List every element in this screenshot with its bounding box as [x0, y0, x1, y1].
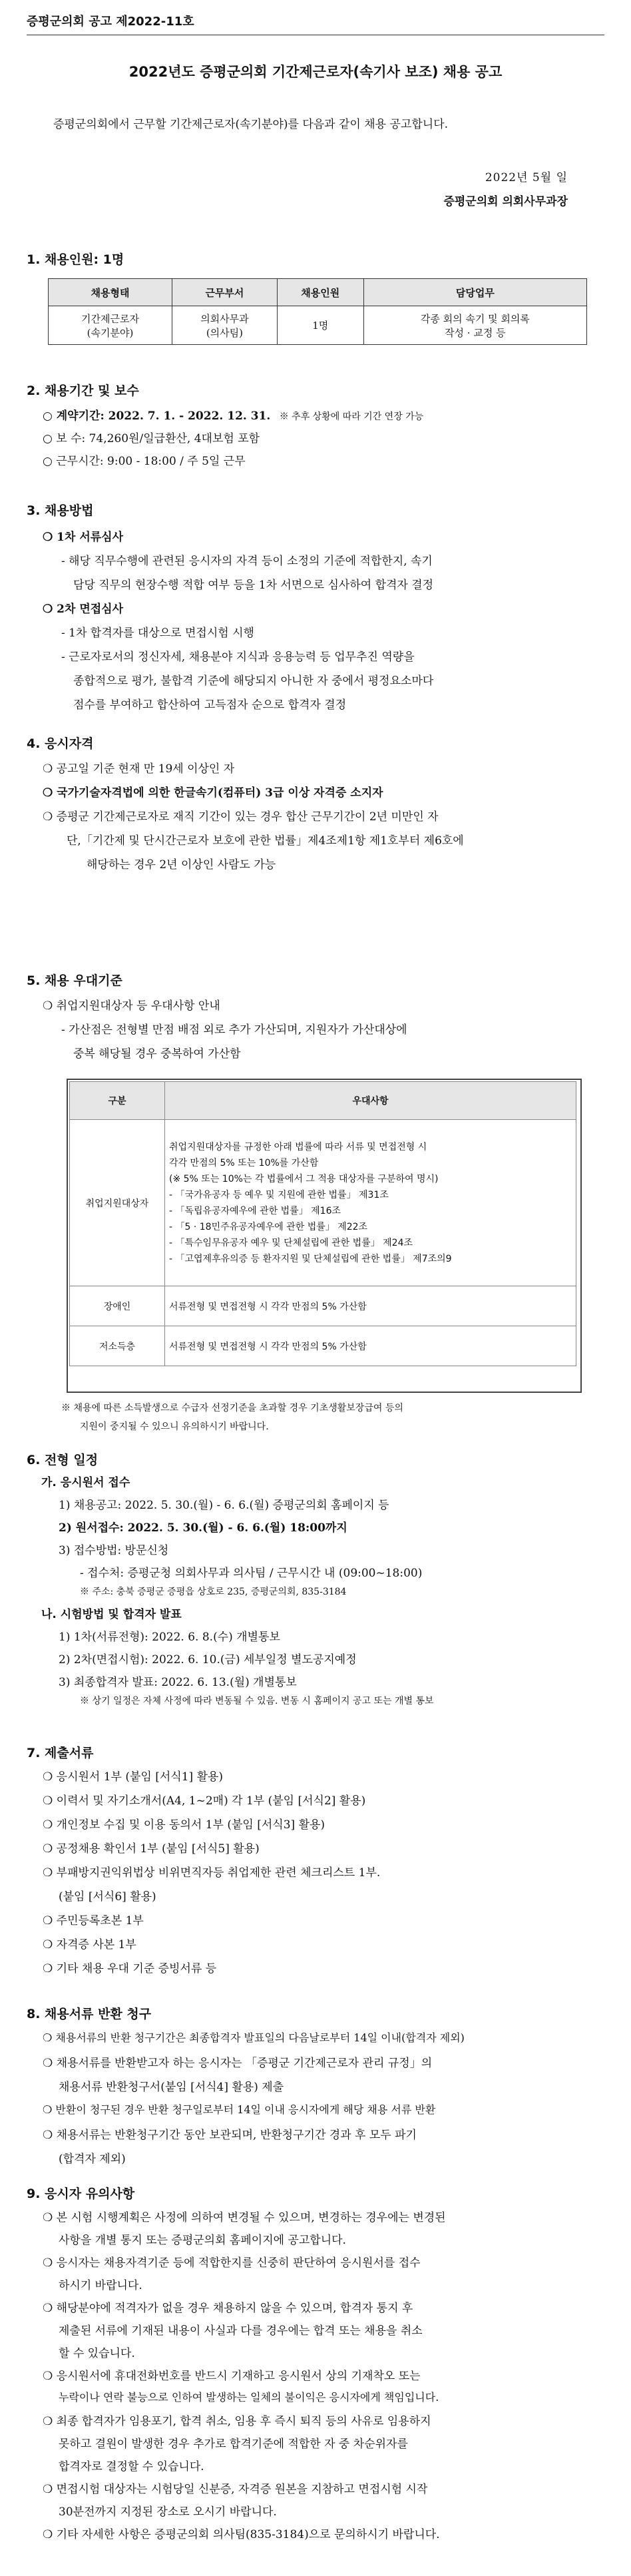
list-item: ❍ 응시원서에 휴대전화번호를 반드시 기재하고 응시원서 상의 기재착오 또는: [43, 2370, 421, 2383]
preference-table: [69, 1081, 576, 1366]
subheading: 가. 응시원서 접수: [41, 1476, 130, 1489]
list-item: ❍ 기타 자세한 사항은 증평군의회 의사팀(835-3184)으로 문의하시기 바랍니다.: [43, 2528, 440, 2541]
section-2-heading: 2. 채용기간 및 보수: [27, 384, 139, 398]
table-cell: 장애인: [70, 1286, 165, 1326]
table-cell: 의회사무과 (의사팀): [172, 306, 277, 345]
section-4-heading: 4. 응시자격: [27, 736, 94, 751]
table-cell: 취업지원대상자: [70, 1120, 165, 1286]
list-item: ❍ 2차 면접심사: [43, 603, 124, 616]
subheading: 나. 시험방법 및 합격자 발표: [41, 1608, 182, 1621]
list-item: ❍ 개인정보 수집 및 이용 동의서 1부 (붙임 [서식3] 활용): [43, 1818, 325, 1832]
table-cell: 기간제근로자 (속기분야): [49, 306, 172, 345]
section-7-heading: 7. 제출서류: [27, 1746, 94, 1760]
header-cell: 채용형태: [49, 279, 172, 306]
list-item: 30분전까지 지정된 장소로 오시기 바랍니다.: [59, 2505, 277, 2519]
list-item: 담당 직무의 현장수행 적합 여부 등을 1차 서면으로 심사하여 합격자 결정: [73, 579, 434, 592]
list-item: - 해당 직무수행에 관련된 응시자의 자격 등이 소정의 기준에 적합한지, 속기: [61, 555, 433, 568]
section-3-heading: 3. 채용방법: [27, 503, 94, 518]
list-item: ❍ 기타 채용 우대 기준 증빙서류 등: [43, 1962, 217, 1975]
list-item: ❍ 1차 서류심사: [43, 531, 124, 544]
list-item: - 접수처: 증평군청 의회사무과 의사팀 / 근무시간 내 (09:00~18:00): [80, 1567, 423, 1580]
list-item: ❍ 본 시험 시행계획은 사정에 의하여 변경될 수 있으며, 변경하는 경우에는 변경된: [43, 2211, 446, 2224]
list-item: - 가산점은 전형별 만점 배점 외로 추가 가산되며, 지원자가 가산대상에: [61, 1023, 407, 1037]
list-item: 단,「기간제 및 단시간근로자 보호에 관한 법률」제4조제1항 제1호부터 제6호에: [67, 834, 464, 848]
list-item: (합격자 제외): [59, 2153, 126, 2166]
table-cell: 각종 회의 속기 및 회의록 작성 · 교정 등: [363, 306, 586, 345]
issuer: 증평군의회 의회사무과장: [443, 195, 568, 208]
section-5-heading: 5. 채용 우대기준: [27, 973, 122, 988]
header-cell: 구분: [70, 1082, 165, 1120]
list-item: ❍ 이력서 및 자기소개서(A4, 1~2매) 각 1부 (붙임 [서식2] 활용): [43, 1794, 366, 1808]
list-item: 점수를 부여하고 합산하여 고득점자 순으로 합격자 결정: [73, 698, 347, 712]
list-item: ❍ 자격증 사본 1부: [43, 1938, 136, 1951]
table-cell: 서류전형 및 면접전형 시 각각 만점의 5% 가산함: [165, 1326, 576, 1366]
list-item: ❍ 증평군 기간제근로자로 재직 기간이 있는 경우 합산 근무기간이 2년 미만인 자: [43, 810, 439, 824]
list-item: 할 수 있습니다.: [59, 2347, 135, 2360]
list-item: ❍ 채용서류의 반환 청구기간은 최종합격자 발표일의 다음날로부터 14일 이내(합격자 제외): [43, 2031, 465, 2044]
announcement-date: 2022년 5월 일: [485, 171, 568, 184]
header-cell: 채용인원: [277, 279, 363, 306]
contract-period: ○ 계약기간: 2022. 7. 1. - 2022. 12. 31. ※ 추후 상황에 따라 기간 연장 가능: [43, 409, 424, 423]
note: ※ 채용에 따른 소득발생으로 수급자 선정기준을 초과할 경우 기초생활보장급여 등의: [61, 1403, 403, 1414]
list-item: ❍ 부패방지권익위법상 비위면직자등 취업제한 관련 체크리스트 1부.: [43, 1866, 381, 1880]
list-item: 3) 최종합격자 발표: 2022. 6. 13.(월) 개별통보: [59, 1676, 297, 1689]
intro-text: 증평군의회에서 근무할 기간제근로자(속기분야)를 다음과 같이 채용 공고합니다.: [53, 118, 449, 131]
list-item: (붙임 [서식6] 활용): [59, 1890, 156, 1904]
table-cell: 취업지원대상자를 규정한 아래 법률에 따라 서류 및 면접전형 시 각각 만점의 5% 또는 10%를 가산함 (※ 5% 또는 10%는 각 법률에서 그 적용 대상자를 구분하여 명시) - 「국가유공자 등 예우 및 지원에 관한 법률」 제31조 - 「독립유공자예우에 관한 법률」 제16조 - 「5 · 18민주유공자예우에 관한 법률」 제22조 - 「특수임무유공자 예우 및 단체설립에 관한 법률」 제24조 - 「고엽제후유의증 등 환자지원 및 단체설립에 관한 법률」 제7조의9: [165, 1120, 576, 1286]
list-item: 채용서류 반환청구서(붙임 [서식4] 활용) 제출: [59, 2081, 284, 2094]
list-item: ❍ 최종 합격자가 임용포기, 합격 취소, 임용 후 즉시 퇴직 등의 사유로 임용하지: [43, 2415, 431, 2428]
list-item: ❍ 해당분야에 적격자가 없을 경우 채용하지 않을 수 있으며, 합격자 통지 후: [43, 2302, 413, 2315]
section-8-heading: 8. 채용서류 반환 청구: [27, 2007, 152, 2021]
section-9-heading: 9. 응시자 유의사항: [27, 2187, 135, 2201]
list-item: ❍ 주민등록초본 1부: [43, 1914, 144, 1928]
list-item: 못하고 결원이 발생한 경우 추가로 합격기준에 적합한 자 중 차순위자를: [59, 2438, 408, 2451]
list-item: 2) 2차(면접시험): 2022. 6. 10.(금) 세부일정 별도공지예정: [59, 1653, 357, 1667]
note: ※ 상기 일정은 자체 사정에 따라 변동될 수 있음. 변동 시 홈페이지 공고 또는 개별 통보: [80, 1696, 434, 1706]
header-cell: 담당업무: [363, 279, 586, 306]
recruitment-table: [48, 278, 587, 345]
section-6-heading: 6. 전형 일정: [27, 1453, 99, 1467]
document-number: 증평군의회 공고 제2022-11호: [27, 15, 194, 29]
list-item: ❍ 채용서류는 반환청구기간 동안 보관되며, 반환청구기간 경과 후 모두 파기: [43, 2129, 417, 2142]
working-hours: ○ 근무시간: 9:00 - 18:00 / 주 5일 근무: [43, 455, 246, 468]
list-item: ❍ 공정채용 확인서 1부 (붙임 [서식5] 활용): [43, 1842, 260, 1856]
page-title: 2022년도 증평군의회 기간제근로자(속기사 보조) 채용 공고: [128, 64, 503, 80]
section-1-heading: 1. 채용인원: 1명: [27, 252, 124, 267]
header-cell: 우대사항: [165, 1082, 576, 1120]
note: 지원이 중지될 수 있으니 유의하시기 바랍니다.: [80, 1421, 269, 1432]
list-item: ❍ 국가기술자격법에 의한 한글속기(컴퓨터) 3급 이상 자격증 소지자: [43, 786, 383, 800]
list-item: ❍ 응시자는 채용자격기준 등에 적합한지를 신중히 판단하여 응시원서를 접수: [43, 2256, 421, 2270]
list-item: 1) 채용공고: 2022. 5. 30.(월) - 6. 6.(월) 증평군의회 홈페이지 등: [59, 1499, 389, 1512]
list-item: ❍ 면접시험 대상자는 시험당일 신분증, 자격증 원본을 지참하고 면접시험 시작: [43, 2483, 428, 2496]
list-item: ❍ 반환이 청구된 경우 반환 청구일로부터 14일 이내 응시자에게 해당 채용 서류 반환: [43, 2103, 436, 2116]
list-item: 제출된 서류에 기재된 내용이 사실과 다를 경우에는 합격 또는 채용을 취소: [59, 2324, 423, 2338]
table-cell: 1명: [277, 306, 363, 345]
list-item: - 1차 합격자를 대상으로 면접시험 시행: [61, 627, 254, 640]
list-item: 누락이나 연락 불능으로 인하여 발생하는 일체의 불이익은 응시자에게 책임입니다.: [59, 2391, 439, 2404]
list-item: ❍ 응시원서 1부 (붙임 [서식1] 활용): [43, 1770, 224, 1784]
list-item: - 근로자로서의 정신자세, 채용분야 지식과 응용능력 등 업무추진 역량을: [61, 650, 415, 664]
list-item: ❍ 채용서류를 반환받고자 하는 응시자는 「증평군 기간제근로자 관리 규정」의: [43, 2057, 433, 2070]
salary: ○ 보 수: 74,260원/일급환산, 4대보험 포함: [43, 432, 260, 445]
list-item: 합격자로 결정할 수 있습니다.: [59, 2460, 204, 2473]
list-item: 중복 해당될 경우 중복하여 가산함: [73, 1047, 241, 1061]
note: ※ 주소: 충북 증평군 증평읍 상호로 235, 증평군의회, 835-3184: [80, 1587, 347, 1597]
table-cell: 서류전형 및 면접전형 시 각각 만점의 5% 가산함: [165, 1286, 576, 1326]
list-item: 2) 원서접수: 2022. 5. 30.(월) - 6. 6.(월) 18:00까지: [59, 1521, 347, 1535]
list-item: 사항을 개별 통지 또는 증평군의회 홈페이지에 공고합니다.: [59, 2234, 346, 2247]
list-item: ❍ 공고일 기준 현재 만 19세 이상인 자: [43, 762, 235, 776]
list-item: 해당하는 경우 2년 이상인 사람도 가능: [87, 858, 276, 872]
list-item: 1) 1차(서류전형): 2022. 6. 8.(수) 개별통보: [59, 1631, 280, 1644]
table-cell: 저소득층: [70, 1326, 165, 1366]
list-item: 3) 접수방법: 방문신청: [59, 1544, 169, 1557]
list-item: 종합적으로 평가, 불합격 기준에 해당되지 아니한 자 중에서 평정요소마다: [73, 674, 434, 688]
list-item: ❍ 취업지원대상자 등 우대사항 안내: [43, 999, 220, 1013]
header-cell: 근무부서: [172, 279, 277, 306]
list-item: 하시기 바랍니다.: [59, 2279, 142, 2292]
